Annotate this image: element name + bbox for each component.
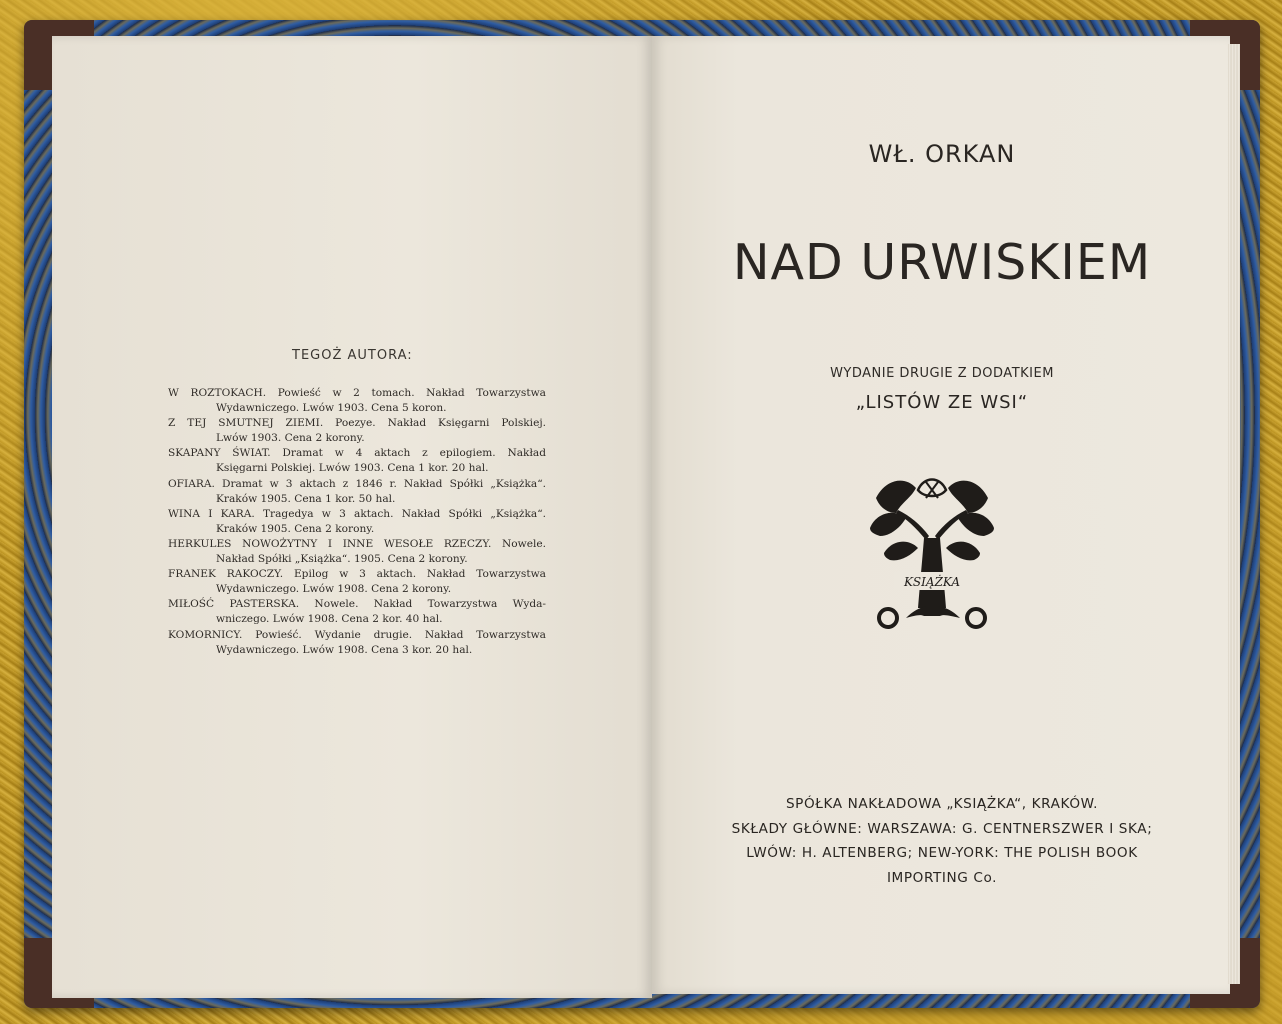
work-line: wniczego. Lwów 1908. Cena 2 kor. 40 hal. [216,613,443,626]
work-line: FRANEK RAKOCZY. Epilog w 3 aktach. Nakład Towarzystwa [168,568,546,581]
work-line: Wydawniczego. Lwów 1908. Cena 2 korony. [216,583,452,596]
emblem-text: KSIĄŻKA [903,575,961,589]
work-entry [168,537,546,567]
works-heading: TEGOŻ AUTORA: [292,348,413,363]
work-line: SKAPANY ŚWIAT. Dramat w 4 aktach z epilogiem. Nakład [168,447,546,460]
work-line: W ROZTOKACH. Powieść w 2 tomach. Nakład Towarzystwa [168,387,546,399]
work-entry [168,507,546,537]
work-entry [168,477,546,507]
work-line: Wydawniczego. Lwów 1908. Cena 3 kor. 20 hal. [216,643,473,656]
work-line: Nakład Spółki „Książka“. 1905. Cena 2 korony. [216,553,468,566]
book-title: NAD URWISKIEM [732,234,1152,291]
publisher-tree-emblem-icon [866,468,998,634]
work-entry [168,446,546,476]
work-line: Kraków 1905. Cena 1 kor. 50 hal. [216,492,396,505]
publisher-line: IMPORTING Co. [886,869,998,886]
publisher-line: SPÓŁKA NAKŁADOWA „KSIĄŻKA“, KRAKÓW. [785,796,1099,812]
work-entry [168,597,546,627]
publisher-line: LWÓW: H. ALTENBERG; NEW-YORK: THE POLISH BOOK [746,845,1138,861]
work-line: KOMORNICY. Powieść. Wydanie drugie. Nakład Towarzystwa [168,628,546,641]
work-line: Z TEJ SMUTNEJ ZIEMI. Poezye. Nakład Księgarni Polskiej. [168,417,546,430]
edition-subtitle: „LISTÓW ZE WSI“ [855,392,1029,413]
work-line: HERKULES NOWOŻYTNY I INNE WESOŁE RZECZY. Nowele. [168,537,546,550]
work-line: MIŁOŚĆ PASTERSKA. Nowele. Nakład Towarzystwa Wyda- [168,598,546,611]
publisher-line: SKŁADY GŁÓWNE: WARSZAWA: G. CENTNERSZWER I SKA; [731,820,1153,837]
edition-note: WYDANIE DRUGIE Z DODATKIEM [830,366,1054,381]
work-entry [168,416,546,446]
work-line: WINA I KARA. Tragedya w 3 aktach. Nakład Spółki „Książka“. [168,507,546,520]
publisher-info [702,792,1182,890]
work-line: OFIARA. Dramat w 3 aktach z 1846 r. Nakład Spółki „Książka“. [168,477,546,490]
work-line: Lwów 1903. Cena 2 korony. [216,432,365,445]
work-line: Wydawniczego. Lwów 1903. Cena 5 koron. [216,402,447,415]
work-entry [168,386,546,416]
work-entry [168,628,546,658]
left-page [52,36,652,998]
work-line: Księgarni Polskiej. Lwów 1903. Cena 1 kor. 20 hal. [216,462,489,475]
work-entry [168,567,546,597]
right-page [652,36,1230,994]
page-edges [1228,44,1240,984]
works-list [168,386,546,658]
work-line: Kraków 1905. Cena 2 korony. [216,522,375,535]
author-name: WŁ. ORKAN [868,140,1016,168]
